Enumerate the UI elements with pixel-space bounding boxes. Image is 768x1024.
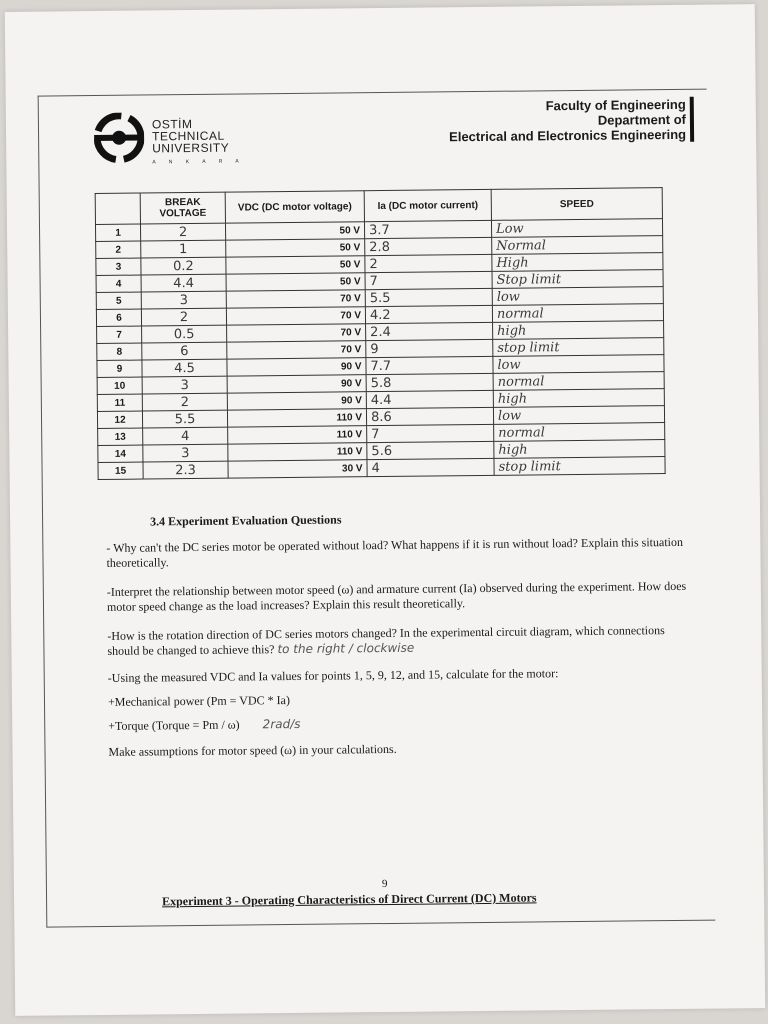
ia-cell: 2.4 <box>366 322 493 340</box>
ia-cell: 2.8 <box>365 237 492 255</box>
question-4: -Using the measured VDC and Ia values for points 1, 5, 9, 12, and 15, calculate for the motor: <box>107 666 559 685</box>
ia-cell: 4 <box>367 458 494 476</box>
col-break-voltage-header: BREAK VOLTAGE <box>140 192 225 224</box>
question-1: - Why can't the DC series motor be operated without load? What happens if it is run without load? Explain this situation theoretically. <box>106 534 684 570</box>
vdc-cell: 50 V <box>226 239 365 257</box>
break-voltage-cell: 3 <box>143 444 228 462</box>
vdc-cell: 50 V <box>226 273 365 291</box>
ia-cell: 2 <box>365 254 492 272</box>
ia-cell: 3.7 <box>364 220 491 238</box>
row-index: 6 <box>96 309 141 326</box>
table-body <box>95 219 665 480</box>
university-city: A N K A R A <box>152 158 245 166</box>
program-name: Electrical and Electronics Engineering <box>449 126 687 145</box>
break-voltage-cell: 0.5 <box>142 325 227 343</box>
col-ia-header: Ia (DC motor current) <box>364 189 491 221</box>
speed-cell: Stop limit <box>492 270 663 289</box>
break-voltage-cell: 3 <box>141 291 226 309</box>
speed-cell: Low <box>491 219 662 238</box>
row-index: 13 <box>98 428 143 445</box>
question-3 <box>107 623 687 659</box>
document-page <box>5 4 765 1016</box>
row-index: 11 <box>97 394 142 411</box>
vdc-cell: 110 V <box>228 426 367 444</box>
question-7: Make assumptions for motor speed (ω) in your calculations. <box>108 741 397 759</box>
col-speed-header: SPEED <box>491 188 662 221</box>
question-2: -Interpret the relationship between motor speed (ω) and armature current (Ia) observed during the experiment. How does motor speed change as the load increases? Explain this result theoretically. <box>106 578 687 614</box>
speed-cell: High <box>492 253 663 272</box>
ia-cell: 7 <box>365 271 492 289</box>
ia-cell: 7.7 <box>366 356 493 374</box>
break-voltage-cell: 2 <box>140 223 225 241</box>
university-line-1: OSTİM <box>151 116 193 132</box>
question-6-text: +Torque (Torque = Pm / ω) <box>108 717 240 733</box>
break-voltage-cell: 5.5 <box>142 410 227 428</box>
faculty-name: Faculty of Engineering <box>545 96 686 114</box>
vdc-cell: 70 V <box>227 341 366 359</box>
department-label: Department of <box>597 111 687 128</box>
vdc-cell: 70 V <box>226 307 365 325</box>
speed-cell: stop limit <box>494 457 665 476</box>
vdc-cell: 70 V <box>227 324 366 342</box>
measurement-table <box>95 187 666 480</box>
ia-cell: 9 <box>366 339 493 357</box>
col-index-header <box>95 193 140 224</box>
break-voltage-cell: 3 <box>142 376 227 394</box>
vdc-cell: 30 V <box>228 460 367 478</box>
break-voltage-cell: 4.4 <box>141 274 226 292</box>
ia-cell: 7 <box>367 424 494 442</box>
vdc-cell: 90 V <box>227 375 366 393</box>
footer-title: Experiment 3 - Operating Characteristics of Direct Current (DC) Motors <box>162 890 537 909</box>
speed-cell: normal <box>494 423 665 442</box>
university-line-2: TECHNICAL <box>152 128 225 144</box>
vdc-cell: 50 V <box>225 222 364 240</box>
vdc-cell: 90 V <box>227 392 366 410</box>
row-index: 5 <box>96 292 141 309</box>
break-voltage-cell: 4.5 <box>142 359 227 377</box>
speed-cell: stop limit <box>493 338 664 357</box>
break-voltage-cell: 1 <box>141 240 226 258</box>
row-index: 4 <box>96 275 141 292</box>
question-3-text: -How is the rotation direction of DC series motors changed? In the experimental circuit diagram, which connections should be changed to achieve this? <box>107 623 665 658</box>
break-voltage-cell: 0.2 <box>141 257 226 275</box>
speed-cell: high <box>493 321 664 340</box>
faculty-block <box>449 97 694 145</box>
speed-cell: Normal <box>492 236 663 255</box>
vdc-cell: 50 V <box>226 256 365 274</box>
break-voltage-cell: 2.3 <box>143 461 228 479</box>
question-6-handwritten-answer: 2rad/s <box>262 716 301 732</box>
ia-cell: 4.4 <box>366 390 493 408</box>
vdc-cell: 110 V <box>227 409 366 427</box>
ia-cell: 8.6 <box>366 407 493 425</box>
speed-cell: normal <box>493 372 664 391</box>
break-voltage-cell: 6 <box>142 342 227 360</box>
university-name <box>152 117 245 168</box>
section-title: 3.4 Experiment Evaluation Questions <box>150 512 342 529</box>
speed-cell: high <box>494 440 665 459</box>
row-index: 15 <box>98 462 143 479</box>
break-voltage-cell: 2 <box>141 308 226 326</box>
speed-cell: low <box>493 406 664 425</box>
speed-cell: normal <box>492 304 663 323</box>
row-index: 3 <box>96 258 141 275</box>
university-line-3: UNIVERSITY <box>152 140 230 156</box>
row-index: 1 <box>95 224 140 241</box>
ia-cell: 5.6 <box>367 441 494 459</box>
row-index: 10 <box>97 377 142 394</box>
row-index: 14 <box>98 445 143 462</box>
question-5: +Mechanical power (Pm = VDC * Ia) <box>107 693 290 709</box>
row-index: 2 <box>96 241 141 258</box>
row-index: 12 <box>97 411 142 428</box>
vdc-cell: 110 V <box>228 443 367 461</box>
vdc-cell: 90 V <box>227 358 366 376</box>
speed-cell: high <box>493 389 664 408</box>
ia-cell: 5.5 <box>365 288 492 306</box>
break-voltage-cell: 2 <box>142 393 227 411</box>
row-index: 8 <box>97 343 142 360</box>
col-vdc-header: VDC (DC motor voltage) <box>225 191 364 223</box>
ia-cell: 5.8 <box>366 373 493 391</box>
speed-cell: low <box>492 287 663 306</box>
row-index: 9 <box>97 360 142 377</box>
question-3-handwritten-answer: to the right / clockwise <box>277 640 415 657</box>
vdc-cell: 70 V <box>226 290 365 308</box>
university-logo-icon <box>94 113 145 164</box>
speed-cell: low <box>493 355 664 374</box>
ia-cell: 4.2 <box>365 305 492 323</box>
break-voltage-cell: 4 <box>143 427 228 445</box>
row-index: 7 <box>97 326 142 343</box>
page-number: 9 <box>381 877 388 891</box>
